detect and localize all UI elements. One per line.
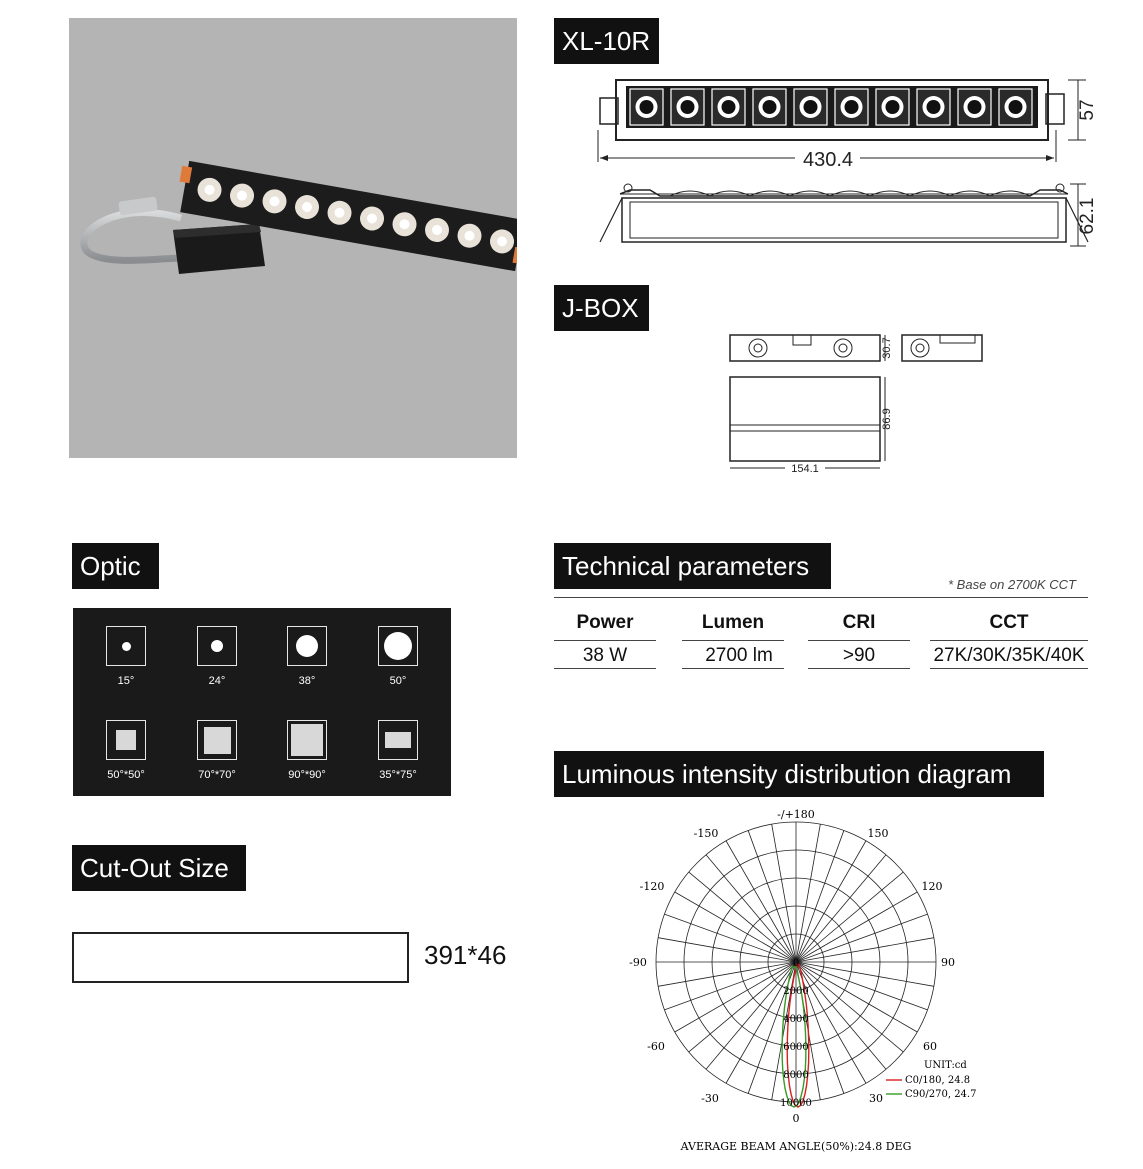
angle-label-top: -/+180 xyxy=(777,808,815,821)
optic-frame xyxy=(106,720,146,760)
radial-label: 8000 xyxy=(783,1070,809,1081)
beam-square-icon xyxy=(116,730,136,750)
optic-label: 15° xyxy=(117,675,135,687)
lumen-divider xyxy=(682,640,784,641)
optic-label: 38° xyxy=(298,675,316,687)
power-divider xyxy=(554,640,656,641)
beam-circle-icon xyxy=(211,640,223,652)
beam-circle-icon xyxy=(122,642,131,651)
angle-label-left-60: -60 xyxy=(647,1040,665,1053)
header-power: Power xyxy=(576,612,634,633)
jbox-height-dimension: 30.7 xyxy=(881,337,893,359)
radial-label: 2000 xyxy=(783,986,809,997)
angle-label-left-90: -90 xyxy=(629,956,647,969)
technical-top-rule xyxy=(554,597,1088,598)
angle-label-bottom: 0 xyxy=(792,1112,800,1125)
optic-item xyxy=(81,626,171,687)
angle-label-left-150: -150 xyxy=(693,827,719,840)
optic-panel xyxy=(73,608,451,796)
angle-label-right-120: 120 xyxy=(921,880,943,893)
optic-frame xyxy=(287,720,327,760)
cct-bottom-rule xyxy=(930,668,1088,669)
optic-frame xyxy=(197,720,237,760)
optic-label: 70°*70° xyxy=(198,769,236,781)
value-lumen: 2700 lm xyxy=(705,645,773,666)
optic-item xyxy=(262,626,352,687)
cct-divider xyxy=(930,640,1088,641)
optic-frame xyxy=(287,626,327,666)
angle-label-right-60: 60 xyxy=(923,1040,937,1053)
length-dimension: 430.4 xyxy=(802,149,854,171)
optic-label: 35°*75° xyxy=(379,769,417,781)
height-dimension: 62.1 xyxy=(1077,197,1098,235)
beam-circle-icon xyxy=(296,635,318,657)
technical-note: * Base on 2700K CCT xyxy=(948,577,1076,592)
cri-divider xyxy=(808,640,910,641)
radial-label: 0 xyxy=(792,958,800,969)
radial-label: 10000 xyxy=(780,1098,812,1109)
radial-label: 4000 xyxy=(783,1014,809,1025)
value-cct: 27K/30K/35K/40K xyxy=(933,645,1085,666)
beam-square-icon xyxy=(385,732,411,748)
optic-item xyxy=(172,626,262,687)
unit-label: UNIT:cd xyxy=(924,1060,967,1071)
optic-frame xyxy=(106,626,146,666)
legend-c90-label: C90/270, 24.7 xyxy=(905,1089,977,1100)
jbox-drawing xyxy=(725,325,990,480)
width-dimension: 57 xyxy=(1077,99,1098,121)
product-photo xyxy=(69,18,517,458)
header-cri: CRI xyxy=(842,612,876,633)
value-cri: >90 xyxy=(842,645,876,666)
side-view-drawing xyxy=(590,176,1100,256)
header-lumen: Lumen xyxy=(701,612,765,633)
jbox-depth-dimension: 86.9 xyxy=(881,408,893,430)
lumen-bottom-rule xyxy=(682,668,784,669)
luminous-title: Luminous intensity distribution diagram xyxy=(554,751,1044,797)
cutout-rectangle xyxy=(72,932,409,983)
optic-item xyxy=(172,720,262,781)
value-power: 38 W xyxy=(582,645,628,666)
header-cct: CCT xyxy=(989,612,1029,633)
optic-title: Optic xyxy=(72,543,159,589)
jbox-title: J-BOX xyxy=(554,285,649,331)
product-render-image xyxy=(69,18,517,458)
angle-label-left-30: -30 xyxy=(701,1092,719,1105)
angle-label-right-90: 90 xyxy=(941,956,955,969)
technical-title: Technical parameters xyxy=(554,543,831,589)
angle-label-right-150: 150 xyxy=(867,827,889,840)
radial-label: 6000 xyxy=(783,1042,809,1053)
optic-frame xyxy=(378,720,418,760)
optic-item xyxy=(262,720,352,781)
optic-label: 50°*50° xyxy=(107,769,145,781)
optic-frame xyxy=(378,626,418,666)
beam-circle-icon xyxy=(384,632,412,660)
cutout-title: Cut-Out Size xyxy=(72,845,246,891)
model-title: XL-10R xyxy=(554,18,659,64)
beam-square-icon xyxy=(204,727,231,754)
beam-square-icon xyxy=(291,724,323,756)
legend-c0-label: C0/180, 24.8 xyxy=(905,1075,971,1086)
top-view-drawing xyxy=(590,70,1100,180)
power-bottom-rule xyxy=(554,668,656,669)
optic-label: 24° xyxy=(208,675,226,687)
polar-diagram xyxy=(620,800,990,1165)
optic-frame xyxy=(197,626,237,666)
cri-bottom-rule xyxy=(808,668,910,669)
optic-label: 90°*90° xyxy=(288,769,326,781)
jbox-length-dimension: 154.1 xyxy=(791,463,819,475)
beam-angle-footer: AVERAGE BEAM ANGLE(50%):24.8 DEG xyxy=(680,1140,912,1153)
angle-label-right-30: 30 xyxy=(869,1092,883,1105)
optic-item xyxy=(81,720,171,781)
optic-item xyxy=(353,720,443,781)
angle-label-left-120: -120 xyxy=(639,880,665,893)
optic-item xyxy=(353,626,443,687)
optic-label: 50° xyxy=(389,675,407,687)
cutout-value: 391*46 xyxy=(424,940,507,970)
